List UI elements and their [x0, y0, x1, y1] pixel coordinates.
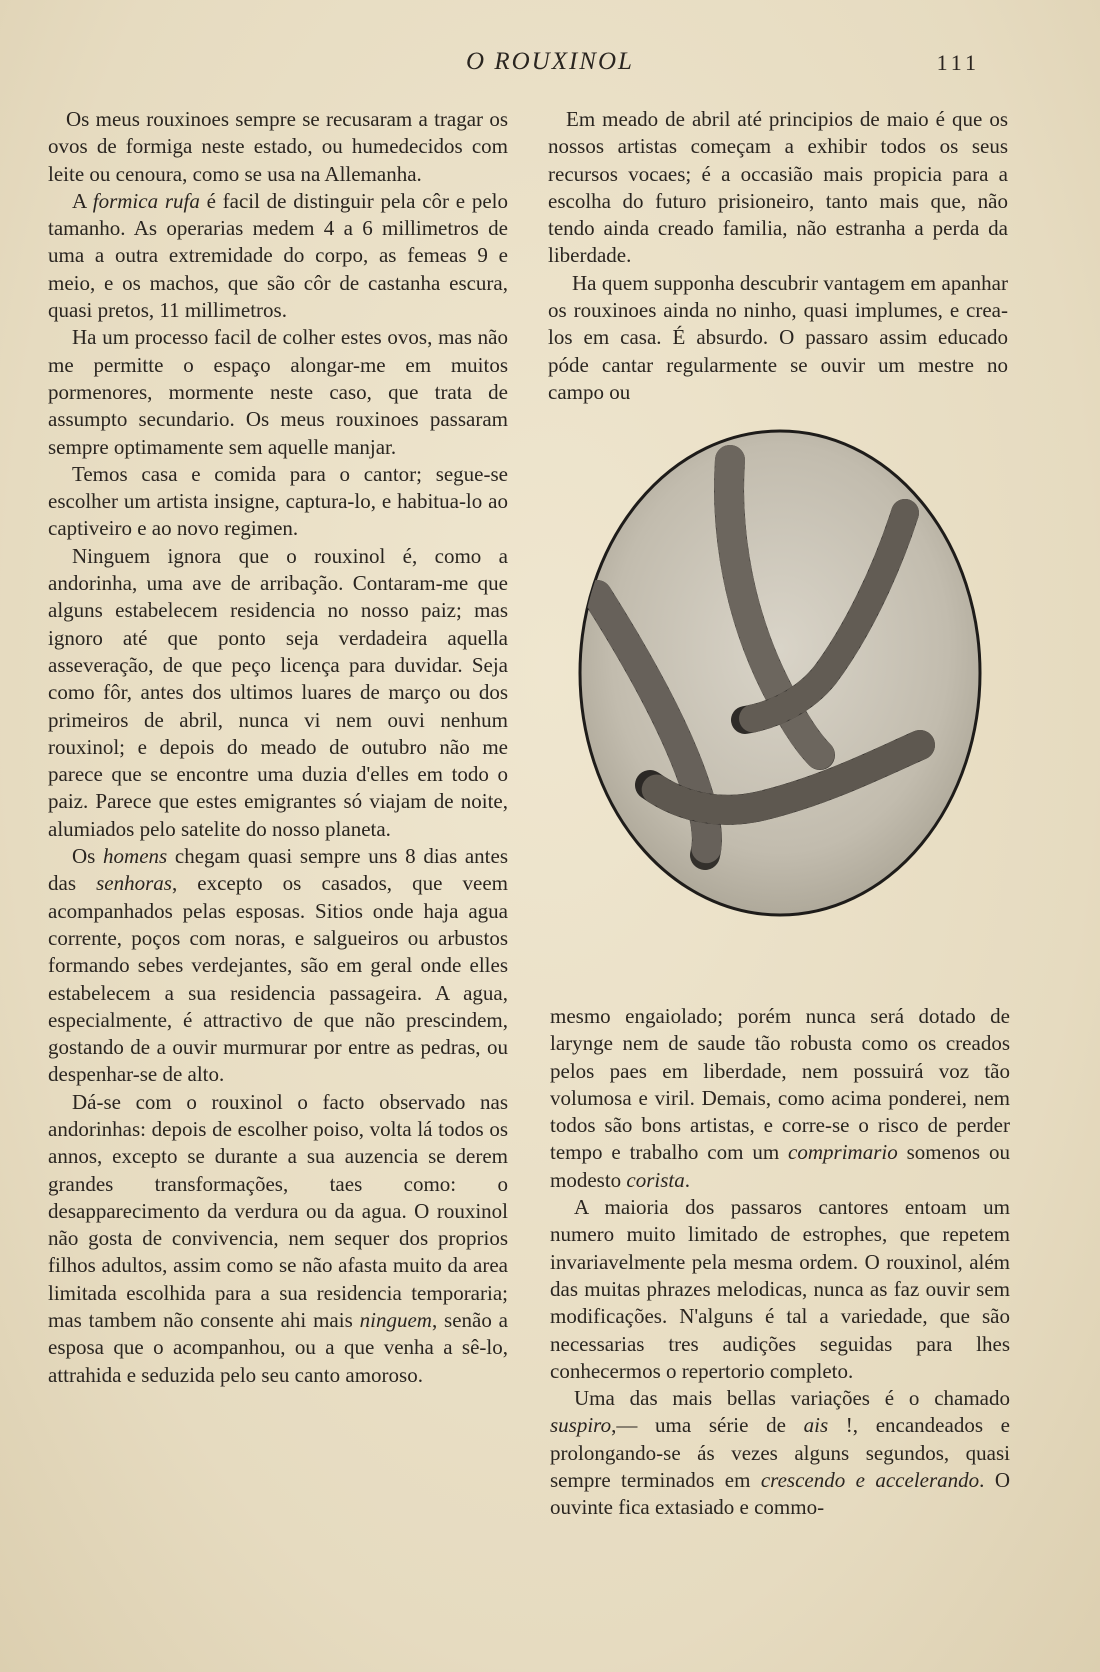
- paragraph: Ha um processo facil de colher estes ovos, mas não me permitte o espaço alongar-me em muitos pormenores, mormente neste caso, que trata de assumpto secundario. Os meus rouxinoes passaram sempre optimamente sem aquelle manjar.: [48, 325, 508, 459]
- italic-term: ninguem: [359, 1308, 432, 1333]
- italic-term: corista: [626, 1167, 685, 1192]
- paragraph: A formica rufa é facil de distinguir pela côr e pelo tamanho. As operarias medem 4 a 6 millimetros de uma a outra extremidade do corpo, as femeas 9 e meio, e os machos, que são côr de castanha escura, quasi pretos, 11 millimetros.: [48, 188, 508, 323]
- page-number: 111: [936, 50, 980, 75]
- paragraph: Ha quem supponha descubrir vantagem em apanhar os rouxinoes ainda no ninho, quasi implumes, e crea-los em casa. É absurdo. O passaro assim educado póde cantar regularmente se ouvir um mestre no campo ou: [548, 270, 1008, 404]
- paragraph: Dá-se com o rouxinol o facto observado nas andorinhas: depois de escolher poiso, volta lá todos os annos, excepto se durante a sua auzencia se derem grandes transformações, taes como: o desapparecimento da verdura ou da agua. O rouxinol não gosta de convivencia, nem sequer dos proprios filhos adultos, assim como se não afasta muito da area limitada escolhida para a sua residencia temporaria; mas tambem não consente ahi mais ninguem, senão a esposa que o acompanhou, ou a que venha a sê-lo, attrahida e seduzida pelo seu canto amoroso.: [48, 1089, 508, 1387]
- right-column-top: [548, 106, 1008, 406]
- italic-term: homens: [103, 844, 168, 869]
- paragraph: Uma das mais bellas variações é o chamado suspiro,— uma série de ais !, encandeados e prolongando-se ás vezes alguns segundos, quasi sempre terminados em crescendo e accelerando. O ouvinte fica extasiado e commo-: [550, 1386, 1010, 1520]
- page-header: [0, 44, 1100, 84]
- paragraph: A maioria dos passaros cantores entoam um numero muito limitado de estrophes, que repetem invariavelmente pela mesma ordem. O rouxinol, além das muitas phrazes melodicas, nunca as faz ouvir sem modificações. N'alguns é tal a variedade, que são necessarias tres audições seguidas para lhes conhecermos o repertorio completo.: [550, 1195, 1010, 1383]
- paragraph: Os meus rouxinoes sempre se recusaram a tragar os ovos de formiga neste estado, ou humedecidos com leite ou cenoura, como se usa na Allemanha.: [48, 107, 508, 186]
- larvae-oval-illustration-icon: [575, 425, 985, 921]
- figure-larvae: [575, 425, 985, 921]
- paragraph: Os homens chegam quasi sempre uns 8 dias antes das senhoras, excepto os casados, que veem acompanhados pelas esposas. Sitios onde haja agua corrente, poços com noras, e salgueiros ou arbustos formando sebes verdejantes, são em geral onde elles estabelecem a sua residencia passageira. A agua, especialmente, é attractivo de que não prescindem, gostando de a ouvir murmurar por entre as pedras, ou despenhar-se de alto.: [48, 844, 509, 1087]
- italic-term: comprimario: [788, 1140, 898, 1165]
- italic-term: formica rufa: [92, 188, 200, 213]
- italic-term: ais: [803, 1413, 829, 1438]
- right-column-bottom: [550, 1003, 1010, 1522]
- left-column: [48, 106, 508, 1389]
- paragraph: Ninguem ignora que o rouxinol é, como a andorinha, uma ave de arribação. Contaram-me que alguns estabelecem residencia no nosso paiz; mas ignoro até que ponto seja verdadeira aquella asseveração, de que peço licença para duvidar. Seja como fôr, antes dos ultimos luares de março ou dos primeiros de abril, nunca vi nem ouvi nenhum rouxinol; e depois do meado de outubro não me parece que se encontre uma duzia d'elles em todo o paiz. Parece que estes emigrantes só viajam de noite, alumiados pelo satelite do nosso planeta.: [48, 543, 508, 841]
- italic-term: crescendo e accelerando: [760, 1468, 980, 1493]
- paragraph: Temos casa e comida para o cantor; segue-se escolher um artista insigne, captura-lo, e habitua-lo ao captiveiro e ao novo regimen.: [48, 461, 508, 541]
- running-title: O ROUXINOL: [466, 48, 634, 75]
- paragraph: Em meado de abril até principios de maio é que os nossos artistas começam a exhibir todos os seus recursos vocaes; é a occasião mais propicia para a escolha do futuro prisioneiro, tanto mais que, não tendo ainda creado familia, não estranha a perda da liberdade.: [548, 107, 1008, 268]
- italic-term: senhoras: [96, 871, 172, 896]
- italic-term: suspiro: [550, 1413, 612, 1438]
- paragraph: mesmo engaiolado; porém nunca será dotado de larynge nem de saude tão robusta como os creados pelos paes em liberdade, nem possuirá voz tão volumosa e viril. Demais, como acima ponderei, nem todos são bons artistas, e corre-se o risco de perder tempo e trabalho com um comprimario somenos ou modesto corista.: [550, 1004, 1010, 1192]
